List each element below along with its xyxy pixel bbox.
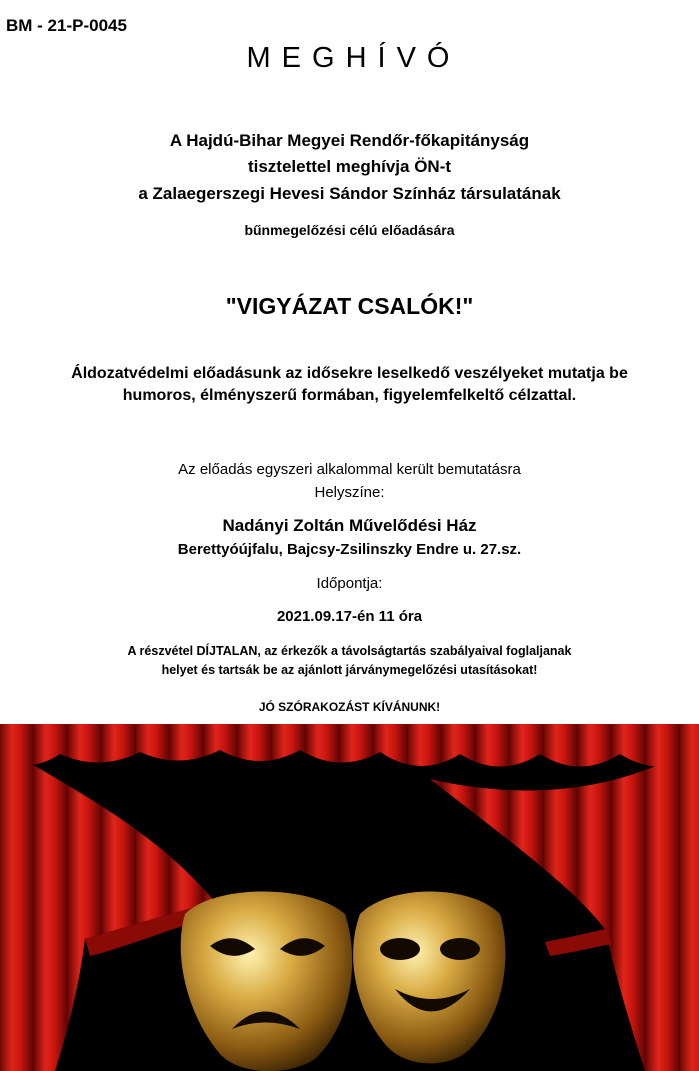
- curtain-valance: [0, 724, 699, 767]
- description-line-1: Áldozatvédelmi előadásunk az idősekre leselkedő veszélyeket mutatja be: [71, 365, 628, 382]
- intro-line-3: a Zalaegerszegi Hevesi Sándor Színház társulatának: [138, 184, 561, 203]
- purpose-text: bűnmegelőzési célú előadására: [244, 222, 455, 238]
- comedy-mask-icon: [353, 892, 505, 1064]
- venue-address: Berettyóújfalu, Bajcsy-Zsilinszky Endre u. 27.sz.: [177, 541, 522, 558]
- venue-name: Nadányi Zoltán Művelődési Ház: [222, 516, 477, 535]
- date-label: Időpontja:: [316, 575, 383, 592]
- description-line-2: humoros, élményszerű formában, figyelemfelkeltő célzattal.: [122, 387, 577, 404]
- page-title: MEGHÍVÓ: [246, 42, 461, 74]
- notice-line-2: helyet és tartsák be az ajánlott járványmegelőzési utasításokat!: [161, 663, 538, 677]
- tragedy-mask-icon: [181, 892, 352, 1071]
- document-reference: BM - 21-P-0045: [6, 16, 127, 35]
- date-value: 2021.09.17-én 11 óra: [276, 608, 423, 625]
- notice-line-1: A részvétel DÍJTALAN, az érkezők a távolságtartás szabályaival foglaljanak: [127, 644, 572, 658]
- single-occasion-text: Az előadás egyszeri alkalommal került bemutatásra: [178, 461, 521, 478]
- intro-line-2: tisztelettel meghívja ÖN-t: [247, 157, 452, 176]
- closing-text: JÓ SZÓRAKOZÁST KÍVÁNUNK!: [258, 700, 441, 714]
- theater-masks-curtain-image: [0, 724, 699, 1071]
- intro-line-1: A Hajdú-Bihar Megyei Rendőr-főkapitányság: [169, 131, 530, 150]
- play-title: "VIGYÁZAT CSALÓK!": [225, 293, 474, 319]
- venue-label: Helyszíne:: [314, 484, 385, 501]
- curtain-left: [0, 744, 215, 1071]
